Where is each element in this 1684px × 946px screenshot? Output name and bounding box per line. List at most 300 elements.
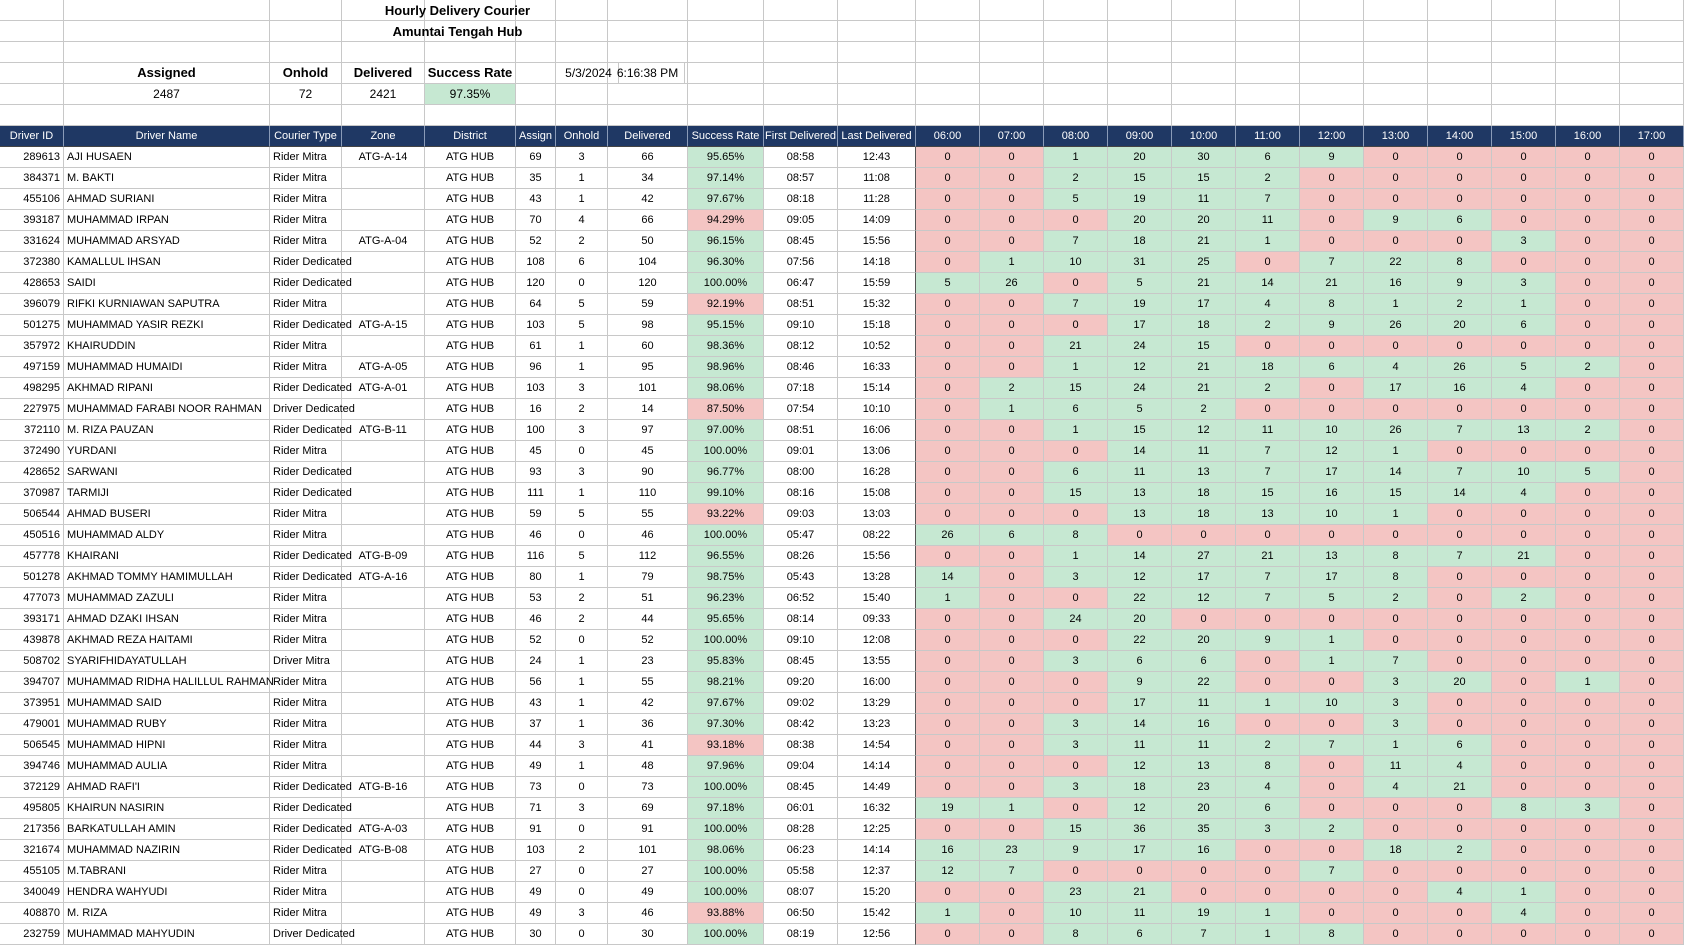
table-cell[interactable]: 8 <box>1300 924 1364 945</box>
column-header[interactable]: Onhold <box>556 126 608 147</box>
table-cell[interactable]: 10 <box>1044 252 1108 273</box>
table-cell[interactable]: Driver Dedicated <box>270 924 342 945</box>
table-cell[interactable]: 30 <box>516 924 556 945</box>
table-cell[interactable]: 0 <box>1236 336 1300 357</box>
table-cell[interactable]: ATG HUB <box>425 504 516 525</box>
table-cell[interactable]: 0 <box>1492 252 1556 273</box>
table-cell[interactable]: AHMAD BUSERI <box>64 504 270 525</box>
table-cell[interactable]: 100.00% <box>688 861 764 882</box>
table-cell[interactable]: Rider Dedicated <box>270 462 342 483</box>
table-cell[interactable]: 0 <box>1044 315 1108 336</box>
table-cell[interactable]: 12:37 <box>838 861 916 882</box>
table-cell[interactable]: 0 <box>980 630 1044 651</box>
table-cell[interactable]: 0 <box>1492 840 1556 861</box>
table-cell[interactable]: 0 <box>1300 210 1364 231</box>
table-cell[interactable]: 0 <box>916 378 980 399</box>
empty-cell[interactable] <box>980 105 1044 126</box>
empty-cell[interactable] <box>1172 63 1236 84</box>
table-cell[interactable]: 92.19% <box>688 294 764 315</box>
assigned-total[interactable]: 2487 <box>64 84 270 105</box>
empty-cell[interactable] <box>1172 0 1236 21</box>
table-cell[interactable]: 9 <box>1300 147 1364 168</box>
table-cell[interactable]: ATG-A-05 <box>342 357 425 378</box>
table-cell[interactable]: 17 <box>1300 567 1364 588</box>
table-cell[interactable]: 96.23% <box>688 588 764 609</box>
empty-cell[interactable] <box>64 42 270 63</box>
table-cell[interactable]: 112 <box>608 546 688 567</box>
table-cell[interactable]: 49 <box>516 903 556 924</box>
table-cell[interactable]: 12 <box>1172 588 1236 609</box>
table-cell[interactable]: 0 <box>1044 630 1108 651</box>
table-cell[interactable]: 05:47 <box>764 525 838 546</box>
empty-cell[interactable] <box>608 84 688 105</box>
table-cell[interactable]: 111 <box>516 483 556 504</box>
table-cell[interactable]: 100.00% <box>688 924 764 945</box>
table-cell[interactable]: 0 <box>1428 399 1492 420</box>
table-cell[interactable]: 0 <box>1620 840 1684 861</box>
table-cell[interactable]: 0 <box>916 210 980 231</box>
table-cell[interactable]: Rider Mitra <box>270 147 342 168</box>
empty-cell[interactable] <box>1428 21 1492 42</box>
table-cell[interactable]: MUHAMMAD HIPNI <box>64 735 270 756</box>
table-cell[interactable]: 20 <box>1428 672 1492 693</box>
table-cell[interactable]: 17 <box>1108 315 1172 336</box>
table-cell[interactable]: 09:33 <box>838 609 916 630</box>
table-cell[interactable]: 12 <box>1108 756 1172 777</box>
table-cell[interactable]: 0 <box>1300 231 1364 252</box>
table-cell[interactable]: 1 <box>1364 441 1428 462</box>
table-cell[interactable]: ATG-A-03 <box>342 819 425 840</box>
table-cell[interactable]: 372380 <box>0 252 64 273</box>
table-cell[interactable]: Rider Dedicated <box>270 315 342 336</box>
table-cell[interactable]: 506544 <box>0 504 64 525</box>
column-header[interactable]: Delivered <box>608 126 688 147</box>
table-cell[interactable]: 0 <box>1556 252 1620 273</box>
table-cell[interactable]: 10:52 <box>838 336 916 357</box>
table-cell[interactable]: Rider Dedicated <box>270 252 342 273</box>
table-cell[interactable]: 0 <box>916 651 980 672</box>
table-cell[interactable]: 0 <box>1300 798 1364 819</box>
table-cell[interactable]: 0 <box>1620 798 1684 819</box>
table-cell[interactable]: 13:55 <box>838 651 916 672</box>
table-cell[interactable] <box>342 609 425 630</box>
table-cell[interactable]: 0 <box>1556 525 1620 546</box>
table-cell[interactable]: 46 <box>608 903 688 924</box>
table-cell[interactable]: 3 <box>1044 714 1108 735</box>
empty-cell[interactable] <box>1428 42 1492 63</box>
table-cell[interactable]: 7 <box>1300 861 1364 882</box>
table-cell[interactable]: 1 <box>916 903 980 924</box>
empty-cell[interactable] <box>1620 105 1684 126</box>
table-cell[interactable]: ATG-A-01 <box>342 378 425 399</box>
empty-cell[interactable] <box>556 105 608 126</box>
empty-cell[interactable] <box>764 84 838 105</box>
table-cell[interactable]: 104 <box>608 252 688 273</box>
table-cell[interactable]: 97.30% <box>688 714 764 735</box>
table-cell[interactable]: 0 <box>916 420 980 441</box>
table-cell[interactable]: 55 <box>608 672 688 693</box>
table-cell[interactable]: 0 <box>1300 882 1364 903</box>
empty-cell[interactable] <box>1172 84 1236 105</box>
table-cell[interactable]: 59 <box>608 294 688 315</box>
table-cell[interactable]: 0 <box>1556 714 1620 735</box>
table-cell[interactable]: 439878 <box>0 630 64 651</box>
table-cell[interactable]: Rider Mitra <box>270 168 342 189</box>
empty-cell[interactable] <box>0 105 64 126</box>
table-cell[interactable]: 69 <box>608 798 688 819</box>
table-cell[interactable]: 103 <box>516 315 556 336</box>
table-cell[interactable]: Driver Dedicated <box>270 399 342 420</box>
table-cell[interactable]: ATG-A-14 <box>342 147 425 168</box>
table-cell[interactable]: 46 <box>516 525 556 546</box>
table-cell[interactable]: 0 <box>1044 693 1108 714</box>
empty-cell[interactable] <box>425 42 516 63</box>
table-cell[interactable]: 0 <box>1044 588 1108 609</box>
table-cell[interactable]: 4 <box>1364 357 1428 378</box>
table-cell[interactable]: 0 <box>1364 819 1428 840</box>
table-cell[interactable]: 34 <box>608 168 688 189</box>
table-cell[interactable]: ATG-B-11 <box>342 420 425 441</box>
empty-cell[interactable] <box>916 105 980 126</box>
table-cell[interactable]: 100.00% <box>688 882 764 903</box>
table-cell[interactable]: 41 <box>608 735 688 756</box>
table-cell[interactable]: KAMALLUL IHSAN <box>64 252 270 273</box>
table-cell[interactable]: 14 <box>1428 483 1492 504</box>
column-header[interactable]: Last Delivered <box>838 126 916 147</box>
table-cell[interactable]: 19 <box>1108 294 1172 315</box>
table-cell[interactable]: 1 <box>1044 147 1108 168</box>
table-cell[interactable]: 26 <box>1364 420 1428 441</box>
table-cell[interactable]: 0 <box>1044 798 1108 819</box>
table-cell[interactable]: 20 <box>1108 147 1172 168</box>
table-cell[interactable]: 0 <box>916 462 980 483</box>
table-cell[interactable]: Rider Dedicated <box>270 840 342 861</box>
table-cell[interactable] <box>342 903 425 924</box>
table-cell[interactable]: MUHAMMAD RUBY <box>64 714 270 735</box>
table-cell[interactable]: ATG HUB <box>425 231 516 252</box>
table-cell[interactable]: Rider Mitra <box>270 735 342 756</box>
table-cell[interactable] <box>342 630 425 651</box>
table-cell[interactable]: 94.29% <box>688 210 764 231</box>
table-cell[interactable]: 23 <box>980 840 1044 861</box>
table-cell[interactable]: 21 <box>1172 378 1236 399</box>
table-cell[interactable]: ATG HUB <box>425 147 516 168</box>
table-cell[interactable]: 79 <box>608 567 688 588</box>
table-cell[interactable]: 0 <box>1556 651 1620 672</box>
table-cell[interactable]: 0 <box>980 756 1044 777</box>
table-cell[interactable]: 100.00% <box>688 819 764 840</box>
empty-cell[interactable] <box>1236 105 1300 126</box>
table-cell[interactable]: 0 <box>1620 420 1684 441</box>
table-cell[interactable]: 4 <box>1236 294 1300 315</box>
table-cell[interactable]: 393171 <box>0 609 64 630</box>
table-cell[interactable]: 4 <box>1492 903 1556 924</box>
table-cell[interactable]: 0 <box>1620 630 1684 651</box>
table-cell[interactable]: 0 <box>980 462 1044 483</box>
table-cell[interactable]: ATG HUB <box>425 735 516 756</box>
empty-cell[interactable] <box>1556 0 1620 21</box>
table-cell[interactable]: ATG HUB <box>425 882 516 903</box>
table-cell[interactable]: 0 <box>1428 714 1492 735</box>
table-cell[interactable]: 15:56 <box>838 231 916 252</box>
table-cell[interactable]: 340049 <box>0 882 64 903</box>
table-cell[interactable]: KHAIRUDDIN <box>64 336 270 357</box>
table-cell[interactable]: 477073 <box>0 588 64 609</box>
table-cell[interactable]: ATG HUB <box>425 861 516 882</box>
table-cell[interactable]: 17 <box>1108 840 1172 861</box>
table-cell[interactable]: 0 <box>1620 588 1684 609</box>
table-cell[interactable]: 450516 <box>0 525 64 546</box>
table-cell[interactable]: 12 <box>1300 441 1364 462</box>
empty-cell[interactable] <box>1300 105 1364 126</box>
table-cell[interactable]: 8 <box>1044 924 1108 945</box>
table-cell[interactable]: TARMIJI <box>64 483 270 504</box>
table-cell[interactable]: 13 <box>1172 756 1236 777</box>
table-cell[interactable]: 35 <box>1172 819 1236 840</box>
table-cell[interactable]: 0 <box>1556 588 1620 609</box>
table-cell[interactable]: 21 <box>1428 777 1492 798</box>
table-cell[interactable] <box>342 336 425 357</box>
empty-cell[interactable] <box>1044 21 1108 42</box>
delivered-total[interactable]: 2421 <box>342 84 425 105</box>
table-cell[interactable]: 0 <box>556 882 608 903</box>
table-cell[interactable]: 18 <box>1236 357 1300 378</box>
table-cell[interactable]: 1 <box>556 693 608 714</box>
table-cell[interactable]: 14:54 <box>838 735 916 756</box>
table-cell[interactable]: 0 <box>1428 525 1492 546</box>
table-cell[interactable]: 0 <box>1300 378 1364 399</box>
table-cell[interactable] <box>342 462 425 483</box>
table-cell[interactable]: 08:16 <box>764 483 838 504</box>
table-cell[interactable]: Rider Mitra <box>270 861 342 882</box>
table-cell[interactable]: 0 <box>1044 504 1108 525</box>
table-cell[interactable]: 1 <box>556 168 608 189</box>
table-cell[interactable]: ATG HUB <box>425 189 516 210</box>
table-cell[interactable]: 0 <box>1044 441 1108 462</box>
table-cell[interactable]: 14:49 <box>838 777 916 798</box>
table-cell[interactable]: 0 <box>1620 567 1684 588</box>
table-cell[interactable]: 6 <box>556 252 608 273</box>
table-cell[interactable]: 6 <box>1428 210 1492 231</box>
table-cell[interactable]: 17 <box>1300 462 1364 483</box>
table-cell[interactable]: 21 <box>1492 546 1556 567</box>
table-cell[interactable]: 11:08 <box>838 168 916 189</box>
table-cell[interactable]: MUHAMMAD YASIR REZKI <box>64 315 270 336</box>
table-cell[interactable]: 80 <box>516 567 556 588</box>
empty-cell[interactable] <box>608 42 688 63</box>
table-cell[interactable]: 13:28 <box>838 567 916 588</box>
table-cell[interactable]: 44 <box>516 735 556 756</box>
table-cell[interactable]: M. BAKTI <box>64 168 270 189</box>
table-cell[interactable]: 0 <box>1556 189 1620 210</box>
table-cell[interactable]: 457778 <box>0 546 64 567</box>
table-cell[interactable]: 0 <box>1364 861 1428 882</box>
table-cell[interactable]: 0 <box>1620 315 1684 336</box>
table-cell[interactable]: 0 <box>916 777 980 798</box>
success-rate-label[interactable]: Success Rate <box>425 63 516 84</box>
table-cell[interactable]: 0 <box>1364 609 1428 630</box>
table-cell[interactable]: 289613 <box>0 147 64 168</box>
table-cell[interactable]: 96.30% <box>688 252 764 273</box>
table-cell[interactable]: 15 <box>1172 336 1236 357</box>
table-cell[interactable]: 19 <box>1108 189 1172 210</box>
table-cell[interactable]: 1 <box>556 189 608 210</box>
table-cell[interactable] <box>342 273 425 294</box>
table-cell[interactable]: 100.00% <box>688 777 764 798</box>
table-cell[interactable]: 0 <box>1300 609 1364 630</box>
table-cell[interactable]: 0 <box>1556 315 1620 336</box>
table-cell[interactable]: HENDRA WAHYUDI <box>64 882 270 903</box>
table-cell[interactable]: 6 <box>1044 462 1108 483</box>
empty-cell[interactable] <box>556 42 608 63</box>
empty-cell[interactable] <box>1364 21 1428 42</box>
column-header[interactable]: 14:00 <box>1428 126 1492 147</box>
table-cell[interactable]: ATG HUB <box>425 819 516 840</box>
table-cell[interactable]: 23 <box>1172 777 1236 798</box>
table-cell[interactable]: 14 <box>916 567 980 588</box>
empty-cell[interactable] <box>516 63 556 84</box>
table-cell[interactable]: 497159 <box>0 357 64 378</box>
table-cell[interactable]: 0 <box>556 777 608 798</box>
empty-cell[interactable] <box>764 42 838 63</box>
table-cell[interactable]: 0 <box>1428 903 1492 924</box>
report-time[interactable]: 6:16:38 PM <box>611 63 685 84</box>
table-cell[interactable]: 0 <box>916 756 980 777</box>
table-cell[interactable]: 0 <box>980 546 1044 567</box>
table-cell[interactable]: 1 <box>556 567 608 588</box>
table-cell[interactable]: 20 <box>1172 210 1236 231</box>
table-cell[interactable]: 3 <box>1044 777 1108 798</box>
table-cell[interactable]: 0 <box>1620 147 1684 168</box>
table-cell[interactable]: AHMAD RAFI'I <box>64 777 270 798</box>
empty-cell[interactable] <box>1108 42 1172 63</box>
table-cell[interactable]: 45 <box>516 441 556 462</box>
table-cell[interactable]: 7 <box>1236 567 1300 588</box>
table-cell[interactable]: 12:43 <box>838 147 916 168</box>
table-cell[interactable]: Rider Mitra <box>270 903 342 924</box>
table-cell[interactable]: 71 <box>516 798 556 819</box>
table-cell[interactable]: Rider Mitra <box>270 588 342 609</box>
table-cell[interactable]: 0 <box>1556 210 1620 231</box>
table-cell[interactable]: 1 <box>556 483 608 504</box>
table-cell[interactable]: 20 <box>1172 630 1236 651</box>
empty-cell[interactable] <box>516 84 556 105</box>
table-cell[interactable]: 97.14% <box>688 168 764 189</box>
table-cell[interactable]: 227975 <box>0 399 64 420</box>
table-cell[interactable]: 15:32 <box>838 294 916 315</box>
empty-cell[interactable] <box>916 0 980 21</box>
table-cell[interactable]: 16 <box>1172 714 1236 735</box>
table-cell[interactable] <box>342 504 425 525</box>
table-cell[interactable]: Rider Dedicated <box>270 273 342 294</box>
table-cell[interactable]: 06:50 <box>764 903 838 924</box>
table-cell[interactable]: ATG HUB <box>425 252 516 273</box>
table-cell[interactable]: Rider Mitra <box>270 357 342 378</box>
table-cell[interactable]: 13 <box>1108 483 1172 504</box>
empty-cell[interactable] <box>1556 42 1620 63</box>
table-cell[interactable]: 59 <box>516 504 556 525</box>
column-header[interactable]: 06:00 <box>916 126 980 147</box>
table-cell[interactable]: Rider Mitra <box>270 693 342 714</box>
table-cell[interactable]: 16:06 <box>838 420 916 441</box>
table-cell[interactable]: 14 <box>1108 546 1172 567</box>
table-cell[interactable]: 8 <box>1300 294 1364 315</box>
table-cell[interactable]: ATG HUB <box>425 462 516 483</box>
table-cell[interactable]: 0 <box>1620 693 1684 714</box>
empty-cell[interactable] <box>270 105 342 126</box>
table-cell[interactable]: 21 <box>1044 336 1108 357</box>
empty-cell[interactable] <box>342 105 425 126</box>
table-cell[interactable]: 69 <box>516 147 556 168</box>
table-cell[interactable]: 15:14 <box>838 378 916 399</box>
table-cell[interactable]: 0 <box>1620 651 1684 672</box>
table-cell[interactable]: 8 <box>1364 567 1428 588</box>
table-cell[interactable]: 396079 <box>0 294 64 315</box>
column-header[interactable]: 08:00 <box>1044 126 1108 147</box>
table-cell[interactable]: 14:14 <box>838 756 916 777</box>
table-cell[interactable]: ATG-B-16 <box>342 777 425 798</box>
table-cell[interactable]: 0 <box>1492 672 1556 693</box>
table-cell[interactable]: 0 <box>916 294 980 315</box>
empty-cell[interactable] <box>1172 105 1236 126</box>
empty-cell[interactable] <box>688 42 764 63</box>
table-cell[interactable]: 08:45 <box>764 777 838 798</box>
table-cell[interactable]: 26 <box>916 525 980 546</box>
table-cell[interactable]: 0 <box>1364 336 1428 357</box>
table-cell[interactable]: 3 <box>1044 567 1108 588</box>
table-cell[interactable]: 19 <box>916 798 980 819</box>
table-cell[interactable]: 93.18% <box>688 735 764 756</box>
table-cell[interactable]: 0 <box>1620 504 1684 525</box>
table-cell[interactable]: 0 <box>1364 168 1428 189</box>
table-cell[interactable]: 6 <box>1428 735 1492 756</box>
table-cell[interactable]: 0 <box>1556 882 1620 903</box>
table-cell[interactable]: 52 <box>516 231 556 252</box>
table-cell[interactable]: 08:46 <box>764 357 838 378</box>
table-cell[interactable]: 11 <box>1108 903 1172 924</box>
table-cell[interactable]: MUHAMMAD ALDY <box>64 525 270 546</box>
table-cell[interactable]: 1 <box>556 651 608 672</box>
table-cell[interactable]: ATG HUB <box>425 294 516 315</box>
table-cell[interactable]: 10 <box>1492 462 1556 483</box>
table-cell[interactable]: 4 <box>1428 882 1492 903</box>
table-cell[interactable]: 0 <box>1492 924 1556 945</box>
table-cell[interactable] <box>342 861 425 882</box>
empty-cell[interactable] <box>1044 0 1108 21</box>
table-cell[interactable]: 18 <box>1172 483 1236 504</box>
table-cell[interactable]: 14 <box>1236 273 1300 294</box>
table-cell[interactable]: 0 <box>980 609 1044 630</box>
table-cell[interactable]: M.TABRANI <box>64 861 270 882</box>
table-cell[interactable]: 30 <box>1172 147 1236 168</box>
table-cell[interactable]: 0 <box>916 630 980 651</box>
table-cell[interactable]: ATG HUB <box>425 168 516 189</box>
table-cell[interactable]: 0 <box>1300 714 1364 735</box>
table-cell[interactable]: 08:45 <box>764 231 838 252</box>
empty-cell[interactable] <box>1364 63 1428 84</box>
table-cell[interactable]: 0 <box>1428 651 1492 672</box>
table-cell[interactable]: 18 <box>1172 315 1236 336</box>
table-cell[interactable]: 3 <box>1492 273 1556 294</box>
empty-cell[interactable] <box>1300 84 1364 105</box>
table-cell[interactable]: 0 <box>1620 819 1684 840</box>
table-cell[interactable]: ATG HUB <box>425 630 516 651</box>
empty-cell[interactable] <box>916 84 980 105</box>
table-cell[interactable]: ATG HUB <box>425 420 516 441</box>
table-cell[interactable]: 0 <box>1364 189 1428 210</box>
table-cell[interactable]: AJI HUSAEN <box>64 147 270 168</box>
table-cell[interactable]: 1 <box>1492 882 1556 903</box>
